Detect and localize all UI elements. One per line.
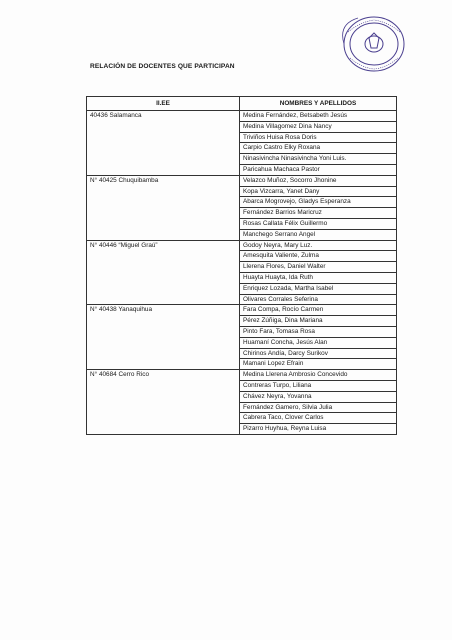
teacher-name-cell: Carpio Castro Elky Roxana [240,143,397,154]
teacher-name-cell: Medina Fernández, Betsabeth Jesús [240,111,397,122]
teacher-name-cell: Huayta Huayta, Ida Ruth [240,272,397,283]
document-title: RELACIÓN DE DOCENTES QUE PARTICIPAN [90,63,235,70]
official-seal-stamp [340,14,412,74]
teacher-name-cell: Chávez Neyra, Yovanna [240,391,397,402]
teacher-name-cell: Fara Compa, Rocío Carmen [240,305,397,316]
column-header-school: II.EE [87,97,240,111]
table-row [87,370,397,381]
school-cell: 40436 Salamanca [87,111,240,176]
teacher-name-cell: Pinto Fara, Tomasa Rosa [240,326,397,337]
teacher-name-cell: Manchego Serrano Angel [240,229,397,240]
teacher-name-cell: Fernández Gamero, Silvia Julia [240,402,397,413]
teacher-name-cell: Olivares Corrales Seferina [240,294,397,305]
teacher-name-cell: Fernández Barrios Maricruz [240,208,397,219]
table-row [87,111,397,122]
teacher-name-cell: Mamani Lopez Efrain [240,359,397,370]
teacher-name-cell: Amesquita Valiente, Zulma [240,251,397,262]
teacher-name-cell: Huamaní Concha, Jesús Alan [240,337,397,348]
column-header-names: NOMBRES Y APELLIDOS [240,97,397,111]
teacher-name-cell: Chirinos Andía, Darcy Surikov [240,348,397,359]
table-row [87,240,397,251]
school-cell: N° 40684 Cerro Rico [87,370,240,435]
teacher-name-cell: Llerena Flores, Daniel Walter [240,262,397,273]
teacher-name-cell: Medina Villagomez Dina Nancy [240,121,397,132]
school-cell: N° 40425 Chuquibamba [87,175,240,240]
teacher-name-cell: Kopa Vizcarra, Yanet Dany [240,186,397,197]
table-row [87,175,397,186]
teacher-name-cell: Paricahua Machaca Pastor [240,164,397,175]
teacher-name-cell: Contreras Turpo, Liliana [240,380,397,391]
school-cell: N° 40446 “Miguel Graú” [87,240,240,305]
teacher-name-cell: Triviños Huisa Rosa Doris [240,132,397,143]
teacher-name-cell: Ninasivincha Ninasivincha Yoni Luis. [240,154,397,165]
teachers-table [86,96,397,435]
teacher-name-cell: Abarca Mogrovejo, Gladys Esperanza [240,197,397,208]
teacher-name-cell: Pérez Zúñiga, Dina Mariana [240,316,397,327]
table-body [87,111,397,435]
teacher-name-cell: Enriquez Lozada, Martha Isabel [240,283,397,294]
teacher-name-cell: Pizarro Huyhua, Reyna Luisa [240,424,397,435]
school-cell: N° 40438 Yanaquihua [87,305,240,370]
teacher-name-cell: Rosas Callata Félix Guillermo [240,218,397,229]
table-row [87,305,397,316]
teacher-name-cell: Velazco Muñoz, Socorro Jhonine [240,175,397,186]
table-header-row [87,97,397,111]
teacher-name-cell: Medina Llerena Ambrosio Concevido [240,370,397,381]
teacher-name-cell: Cabrera Taco, Clover Carlos [240,413,397,424]
teacher-name-cell: Godoy Neyra, Mary Luz. [240,240,397,251]
